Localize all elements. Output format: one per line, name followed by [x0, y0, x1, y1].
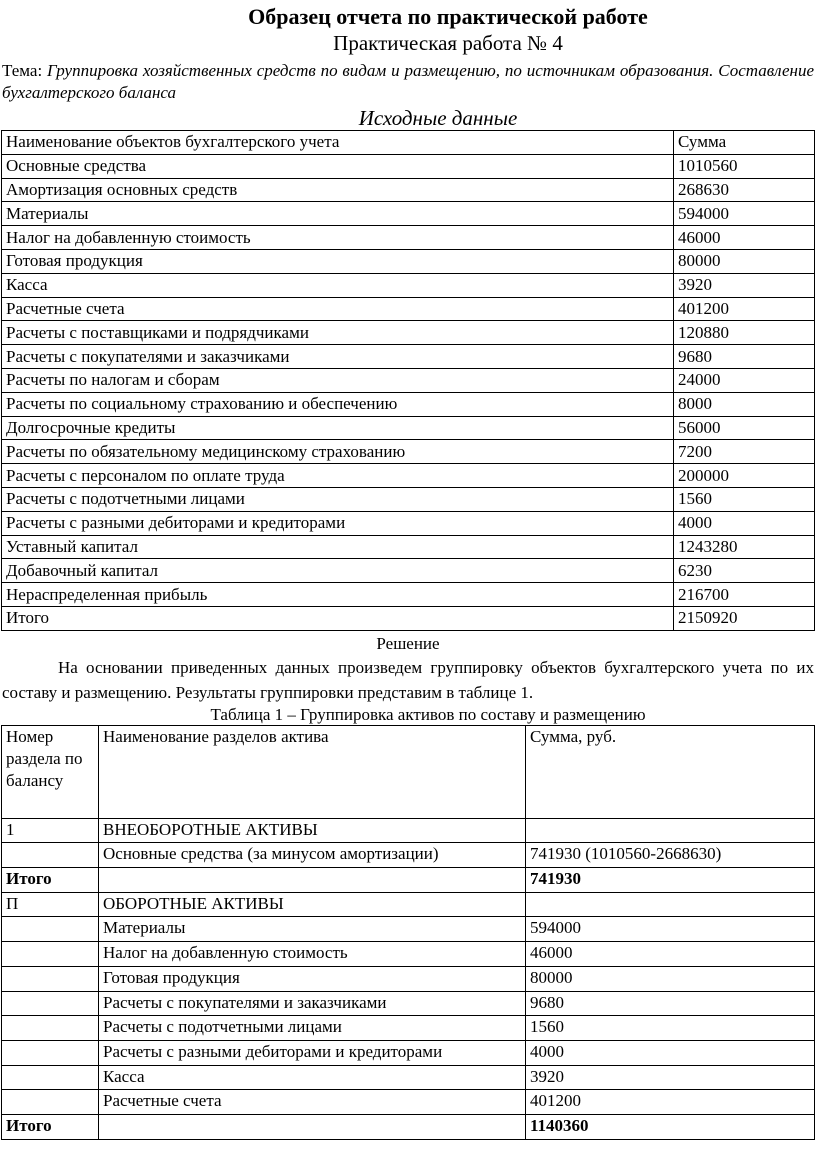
object-name-cell: Касса — [2, 273, 674, 297]
amount-cell: 216700 — [674, 583, 815, 607]
work-subtitle: Практическая работа № 4 — [333, 31, 563, 55]
table-row — [2, 966, 815, 991]
table-row — [2, 273, 815, 297]
section-number-cell — [2, 1065, 99, 1090]
amount-cell — [526, 892, 815, 917]
column-header-section-name: Наименование разделов актива — [99, 725, 526, 818]
total-row — [2, 1114, 815, 1139]
object-name-cell: Амортизация основных средств — [2, 178, 674, 202]
table-row — [2, 416, 815, 440]
object-name-cell: Нераспределенная прибыль — [2, 583, 674, 607]
table-row — [2, 392, 815, 416]
table-row — [2, 202, 815, 226]
amount-cell: 1140360 — [526, 1114, 815, 1139]
table-row — [2, 942, 815, 967]
table-header-row — [2, 131, 815, 155]
table-row — [2, 892, 815, 917]
amount-cell — [526, 818, 815, 843]
object-name-cell: Уставный капитал — [2, 535, 674, 559]
amount-cell: 268630 — [674, 178, 815, 202]
amount-cell: 46000 — [674, 226, 815, 250]
column-header-name: Наименование объектов бухгалтерского учета — [2, 131, 674, 155]
amount-cell: 9680 — [526, 991, 815, 1016]
section-number-cell — [2, 843, 99, 868]
object-name-cell: Расчеты с поставщиками и подрядчиками — [2, 321, 674, 345]
table-row — [2, 583, 815, 607]
total-row — [2, 868, 815, 893]
section-number-cell — [2, 991, 99, 1016]
section-number-cell: Итого — [2, 1114, 99, 1139]
amount-cell: 401200 — [674, 297, 815, 321]
amount-cell: 8000 — [674, 392, 815, 416]
column-header-section: Номер раздела по балансу — [2, 725, 99, 818]
amount-cell: 741930 (1010560-2668630) — [526, 843, 815, 868]
solution-heading: Решение — [376, 633, 440, 653]
amount-cell: 594000 — [526, 917, 815, 942]
column-header-sum: Сумма — [674, 131, 815, 155]
table-row — [2, 1090, 815, 1115]
amount-cell: 120880 — [674, 321, 815, 345]
section-name-cell: Расчеты с покупателями и заказчиками — [99, 991, 526, 1016]
object-name-cell: Расчеты с покупателями и заказчиками — [2, 345, 674, 369]
object-name-cell: Добавочный капитал — [2, 559, 674, 583]
section-number-cell: П — [2, 892, 99, 917]
table-row — [2, 1065, 815, 1090]
topic-text: Группировка хозяйственных средств по видам и размещению, по источникам образования. Составление бухгалтерского баланса — [2, 61, 814, 102]
table-row — [2, 535, 815, 559]
table-row — [2, 1040, 815, 1065]
section-number-cell: Итого — [2, 868, 99, 893]
object-name-cell: Расчеты по налогам и сборам — [2, 368, 674, 392]
table-row — [2, 368, 815, 392]
source-data-heading: Исходные данные — [358, 106, 518, 130]
amount-cell: 4000 — [674, 511, 815, 535]
amount-cell: 401200 — [526, 1090, 815, 1115]
table-row — [2, 154, 815, 178]
amount-cell: 80000 — [674, 249, 815, 273]
section-number-cell — [2, 1040, 99, 1065]
amount-cell: 6230 — [674, 559, 815, 583]
section-name-cell: ВНЕОБОРОТНЫЕ АКТИВЫ — [99, 818, 526, 843]
table-caption: Таблица 1 – Группировка активов по составу и размещению — [210, 704, 646, 724]
section-name-cell: Готовая продукция — [99, 966, 526, 991]
table-row — [2, 991, 815, 1016]
table-row — [2, 843, 815, 868]
section-name-cell — [99, 868, 526, 893]
table-row — [2, 249, 815, 273]
amount-cell: 9680 — [674, 345, 815, 369]
section-number-cell — [2, 966, 99, 991]
amount-cell: 2150920 — [674, 606, 815, 630]
object-name-cell: Расчеты с разными дебиторами и кредиторами — [2, 511, 674, 535]
object-name-cell: Готовая продукция — [2, 249, 674, 273]
table-row — [2, 464, 815, 488]
section-name-cell: Расчеты с подотчетными лицами — [99, 1016, 526, 1041]
table-row — [2, 226, 815, 250]
amount-cell: 1243280 — [674, 535, 815, 559]
amount-cell: 200000 — [674, 464, 815, 488]
amount-cell: 7200 — [674, 440, 815, 464]
amount-cell: 1010560 — [674, 154, 815, 178]
table-row — [2, 917, 815, 942]
section-number-cell — [2, 1090, 99, 1115]
object-name-cell: Расчеты с подотчетными лицами — [2, 487, 674, 511]
assets-grouping-table — [1, 725, 815, 1140]
section-name-cell: ОБОРОТНЫЕ АКТИВЫ — [99, 892, 526, 917]
table-row — [2, 297, 815, 321]
amount-cell: 3920 — [526, 1065, 815, 1090]
section-name-cell: Основные средства (за минусом амортизации) — [99, 843, 526, 868]
table-row — [2, 487, 815, 511]
amount-cell: 1560 — [674, 487, 815, 511]
object-name-cell: Расчетные счета — [2, 297, 674, 321]
object-name-cell: Основные средства — [2, 154, 674, 178]
topic-line — [0, 56, 816, 104]
amount-cell: 46000 — [526, 942, 815, 967]
section-number-cell — [2, 917, 99, 942]
section-name-cell — [99, 1114, 526, 1139]
solution-paragraph: На основании приведенных данных произведем группировку объектов бухгалтерского учета по их составу и размещению. Результаты группировки представим в таблице 1. — [2, 657, 814, 702]
amount-cell: 594000 — [674, 202, 815, 226]
amount-cell: 1560 — [526, 1016, 815, 1041]
section-number-cell — [2, 1016, 99, 1041]
table-row — [2, 559, 815, 583]
amount-cell: 80000 — [526, 966, 815, 991]
section-name-cell: Расчеты с разными дебиторами и кредиторами — [99, 1040, 526, 1065]
object-name-cell: Долгосрочные кредиты — [2, 416, 674, 440]
table-row — [2, 606, 815, 630]
object-name-cell: Материалы — [2, 202, 674, 226]
table-row — [2, 818, 815, 843]
section-name-cell: Налог на добавленную стоимость — [99, 942, 526, 967]
section-number-cell — [2, 942, 99, 967]
section-name-cell: Расчетные счета — [99, 1090, 526, 1115]
table-header-row — [2, 725, 815, 818]
table-row — [2, 440, 815, 464]
object-name-cell: Налог на добавленную стоимость — [2, 226, 674, 250]
object-name-cell: Расчеты по обязательному медицинскому страхованию — [2, 440, 674, 464]
amount-cell: 3920 — [674, 273, 815, 297]
amount-cell: 24000 — [674, 368, 815, 392]
table-row — [2, 178, 815, 202]
topic-label: Тема: — [2, 61, 43, 80]
amount-cell: 741930 — [526, 868, 815, 893]
amount-cell: 4000 — [526, 1040, 815, 1065]
amount-cell: 56000 — [674, 416, 815, 440]
table-row — [2, 511, 815, 535]
object-name-cell: Итого — [2, 606, 674, 630]
report-title: Образец отчета по практической работе — [248, 4, 648, 29]
section-number-cell: 1 — [2, 818, 99, 843]
section-name-cell: Касса — [99, 1065, 526, 1090]
object-name-cell: Расчеты по социальному страхованию и обеспечению — [2, 392, 674, 416]
source-data-table — [1, 130, 815, 631]
object-name-cell: Расчеты с персоналом по оплате труда — [2, 464, 674, 488]
section-name-cell: Материалы — [99, 917, 526, 942]
table-row — [2, 345, 815, 369]
column-header-amount: Сумма, руб. — [526, 725, 815, 818]
table-row — [2, 321, 815, 345]
table-row — [2, 1016, 815, 1041]
